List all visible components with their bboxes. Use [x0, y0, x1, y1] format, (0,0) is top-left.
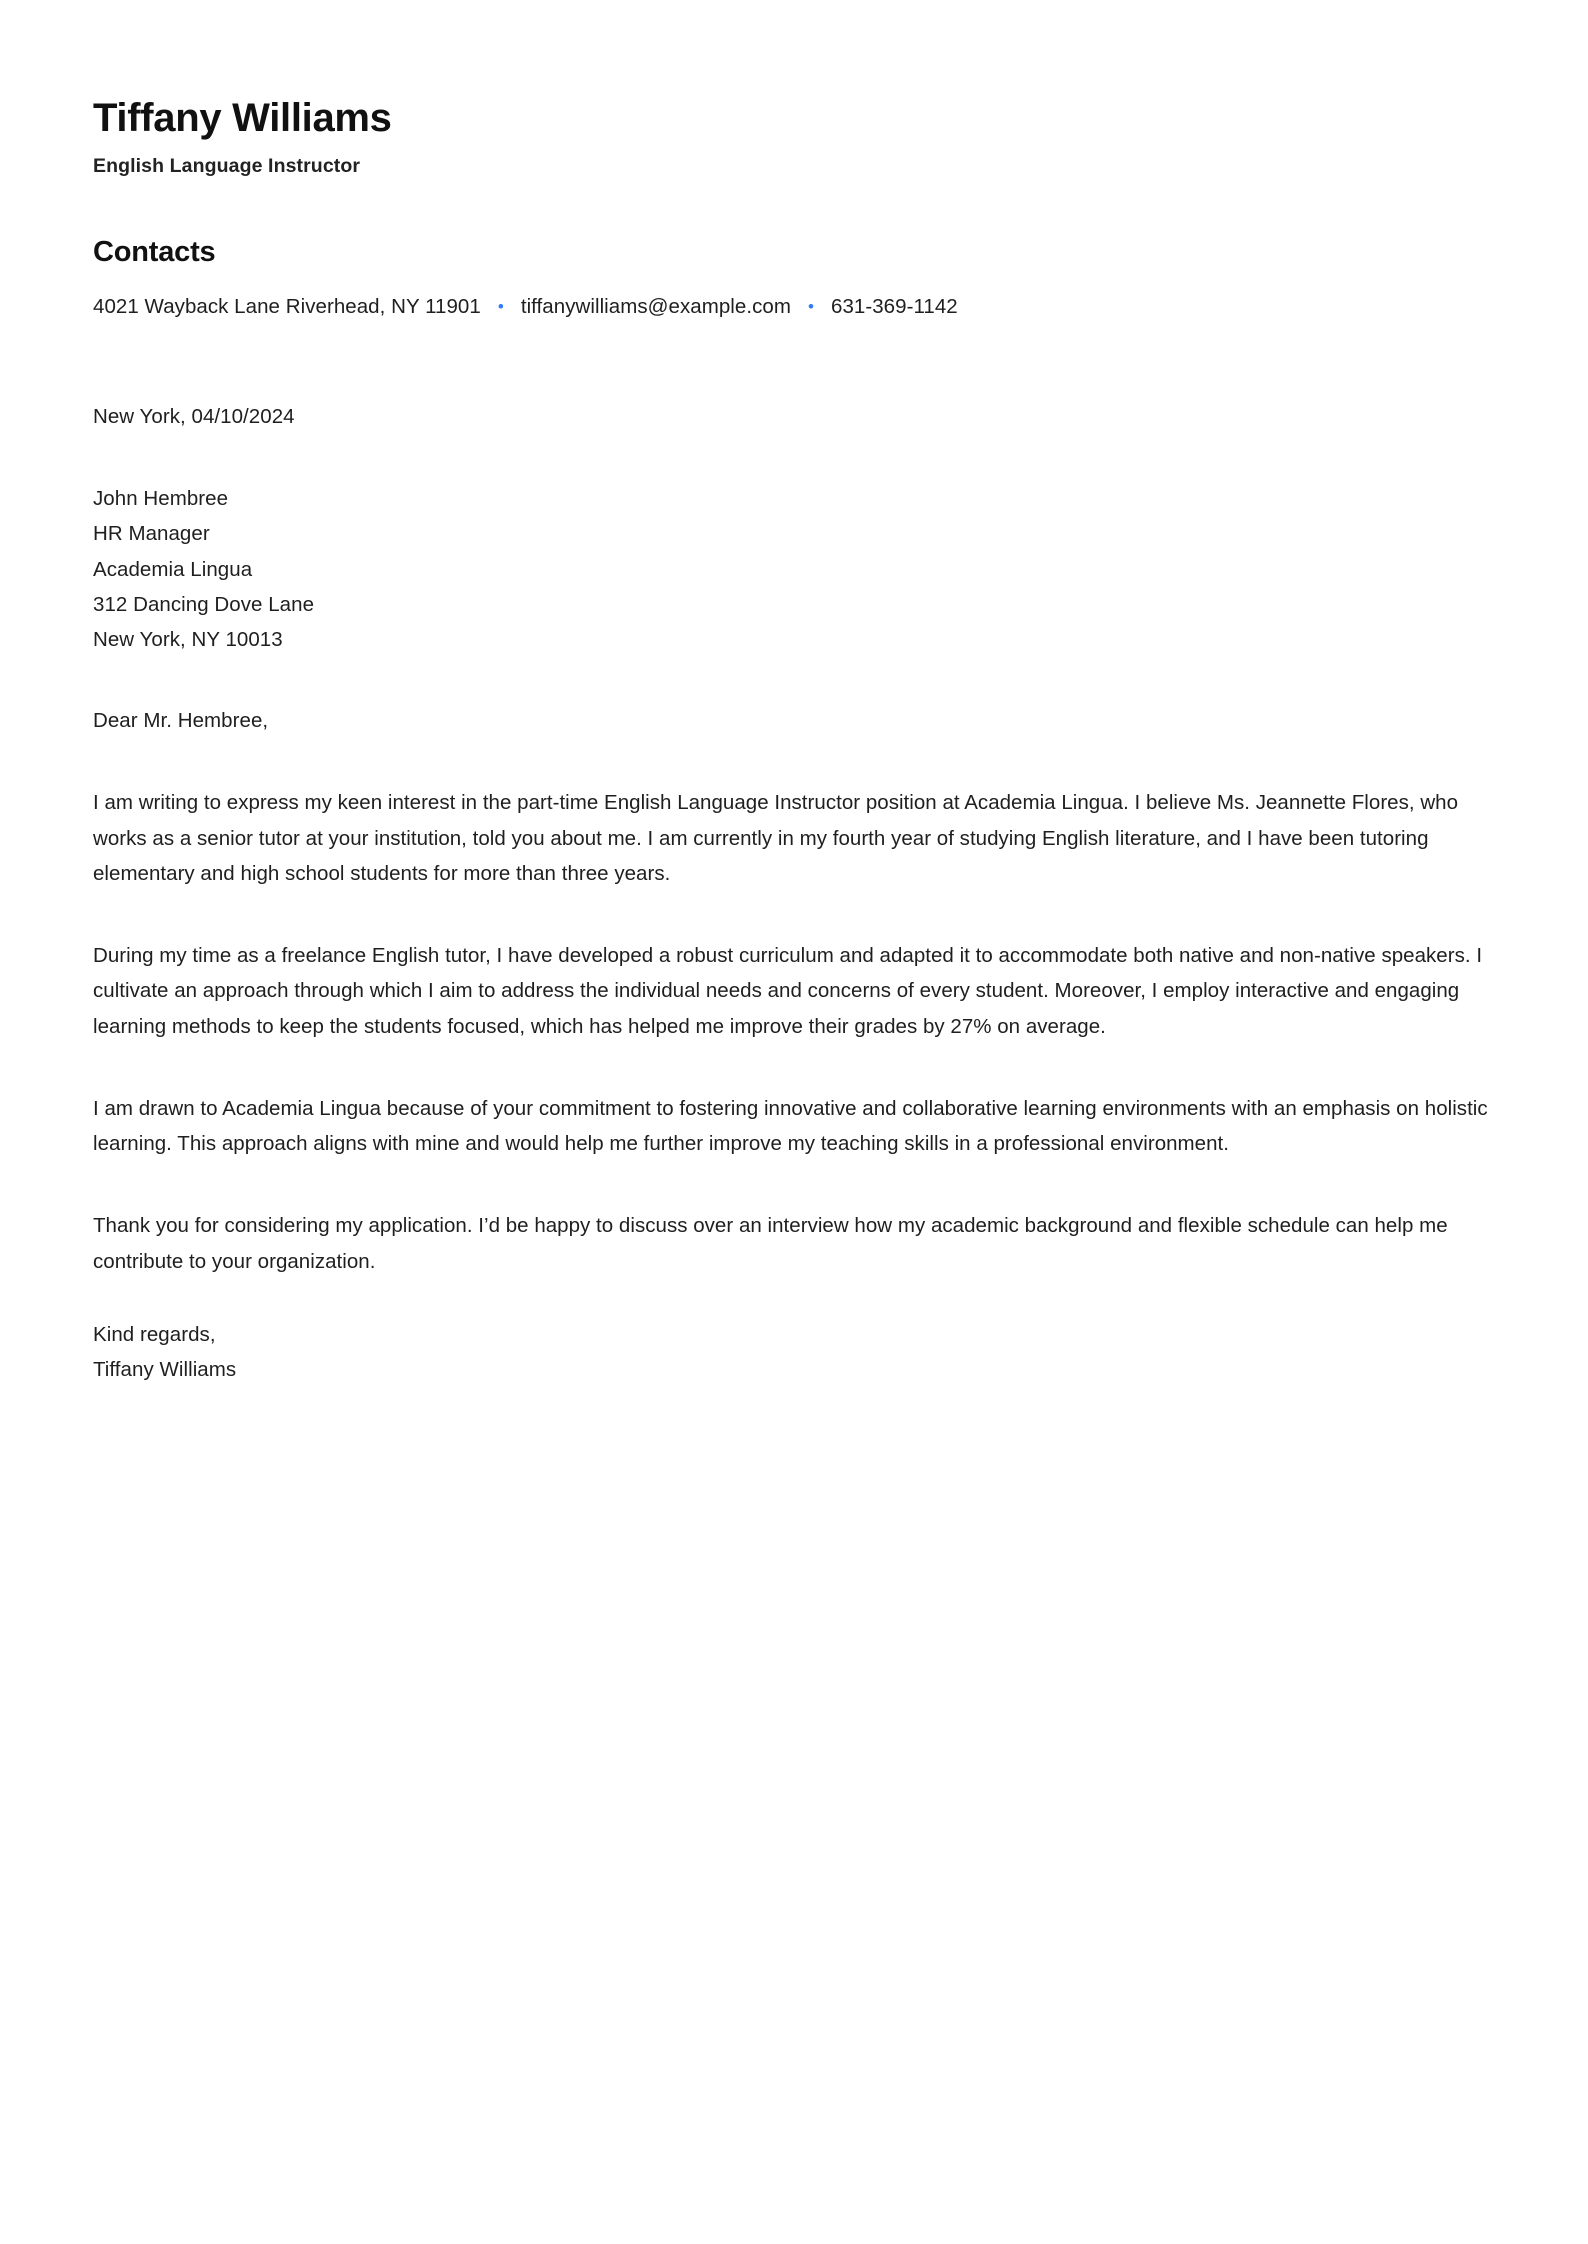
- letter-body: [93, 785, 1488, 1279]
- salutation: Dear Mr. Hembree,: [93, 709, 269, 733]
- contact-line: [93, 295, 1488, 319]
- body-paragraph: Thank you for considering my application. I’d be happy to discuss over an interview how my academic background and flexible schedule can help me contribute to your organization.: [93, 1214, 1448, 1273]
- spacer: [93, 657, 1488, 709]
- bullet-separator-icon: •: [807, 296, 814, 316]
- recipient-name: John Hembree: [93, 487, 229, 510]
- recipient-city-state-zip: New York, NY 10013: [93, 628, 283, 651]
- recipient-role: HR Manager: [93, 522, 210, 546]
- job-title: English Language Instructor: [93, 155, 361, 177]
- bullet-separator-icon: •: [497, 296, 504, 316]
- recipient-company: Academia Lingua: [93, 557, 253, 581]
- contact-phone[interactable]: 631-369-1142: [831, 295, 958, 318]
- recipient-block: [93, 481, 1488, 657]
- signature-name: Tiffany Williams: [93, 1358, 237, 1381]
- body-paragraph: I am writing to express my keen interest in the part-time English Language Instructor position at Academia Lingua. I believe Ms. Jeannette Flores, who works as a senior tutor at your institution, told you about me. I am currently in my fourth year of studying English literature, and I have been tutoring elementary and high school students for more than three years.: [93, 791, 1459, 885]
- contacts-heading: Contacts: [93, 236, 216, 268]
- contact-address: 4021 Wayback Lane Riverhead, NY 11901: [93, 295, 481, 318]
- contact-email[interactable]: tiffanywilliams@example.com: [520, 295, 791, 318]
- recipient-street: 312 Dancing Dove Lane: [93, 592, 315, 616]
- spacer: [93, 1279, 1488, 1317]
- signature-block: [93, 1317, 1488, 1388]
- spacer: [93, 319, 1488, 405]
- spacer: [93, 429, 1488, 481]
- letter-date: New York, 04/10/2024: [93, 405, 295, 428]
- body-paragraph: I am drawn to Academia Lingua because of your commitment to fostering innovative and collaborative learning environments with an emphasis on holistic learning. This approach aligns with mine and would help me further improve my teaching skills in a professional environment.: [93, 1096, 1488, 1155]
- body-paragraph: During my time as a freelance English tutor, I have developed a robust curriculum and adapted it to accommodate both native and non-native speakers. I cultivate an approach through which I aim to address the individual needs and concerns of every student. Moreover, I employ interactive and engaging learning methods to keep the students focused, which has helped me improve their grades by 27% on average.: [93, 944, 1483, 1038]
- page-title: Tiffany Williams: [93, 96, 392, 140]
- closing-line: Kind regards,: [93, 1322, 216, 1346]
- spacer: [93, 733, 1488, 785]
